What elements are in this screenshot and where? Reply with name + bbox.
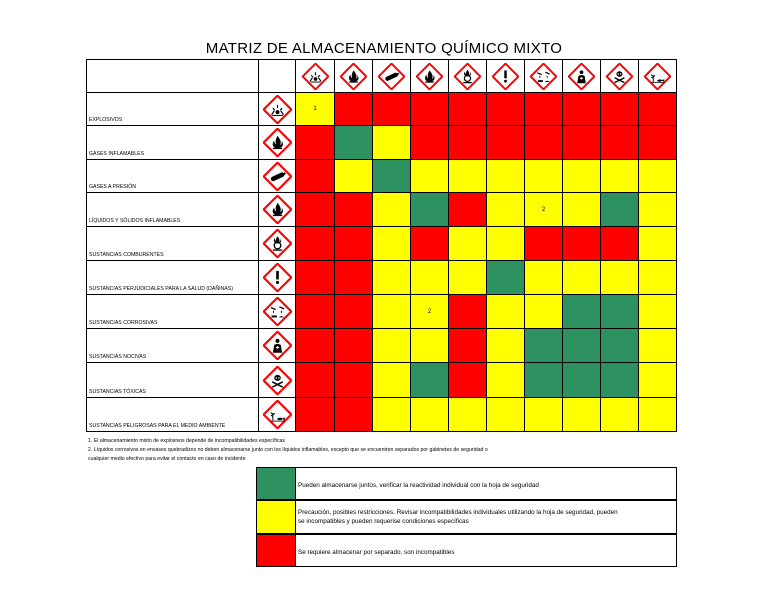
- legend-text-caution-1: Precaución, posibles restricciones. Revisar incompatibilidades individuales utilizando la hoja de seguridad, pueden: [298, 509, 618, 516]
- matrix-cell: [638, 362, 677, 398]
- legend-text-caution-2: se incompatibles y pueden requerise condiciones específicas: [298, 518, 469, 525]
- matrix-cell: [410, 328, 449, 363]
- matrix-cell: [638, 260, 677, 295]
- skull-crossbones-icon: [263, 366, 292, 395]
- explosive-icon: [263, 95, 292, 124]
- row-pictogram: [258, 192, 296, 227]
- matrix-cell: [448, 125, 487, 160]
- legend-text-incompatible: Se requiere almacenar por separado, son incompatibles: [298, 549, 455, 556]
- matrix-cell: [638, 192, 677, 227]
- matrix-cell: [295, 125, 335, 160]
- matrix-cell: [372, 260, 411, 295]
- row-pictogram: [258, 294, 296, 329]
- matrix-cell: [524, 226, 563, 261]
- matrix-cell: [562, 260, 601, 295]
- row-pictogram: [258, 397, 296, 432]
- matrix-cell: [562, 92, 601, 126]
- column-header-exclamation: [486, 59, 525, 93]
- row-label: [86, 362, 259, 398]
- column-header-explosive: [295, 59, 335, 93]
- matrix-cell: [410, 294, 449, 329]
- matrix-cell: [486, 260, 525, 295]
- environment-icon: [644, 63, 671, 90]
- row-label-text: GASES INFLAMABLES: [89, 151, 145, 157]
- legend-swatch-red: [257, 535, 296, 566]
- matrix-cell: [448, 226, 487, 261]
- footnote-2-continued: cualquier medio efectivo para evitar el contacto en caso de incidente: [88, 456, 246, 462]
- matrix-cell: [600, 260, 639, 295]
- matrix-cell: [295, 260, 335, 295]
- row-label-text: SUSTANCIAS PELIGROSAS PARA EL MEDIO AMBIENTE: [89, 423, 226, 429]
- matrix-cell: [524, 159, 563, 193]
- column-header-corrosive: [524, 59, 563, 93]
- row-pictogram: [258, 260, 296, 295]
- header-blank-label: [86, 59, 259, 93]
- matrix-cell: [486, 362, 525, 398]
- row-label: [86, 260, 259, 295]
- row-label-text: SUSTANCIAS TÓXICAS: [89, 389, 146, 395]
- footnotes: [88, 437, 488, 464]
- matrix-cell: [334, 92, 373, 126]
- matrix-cell: [562, 159, 601, 193]
- matrix-cell: [295, 92, 335, 126]
- matrix-cell: [448, 328, 487, 363]
- health-hazard-icon: [263, 331, 292, 360]
- matrix-cell: [524, 362, 563, 398]
- column-header-gas-cylinder: [372, 59, 411, 93]
- flammable-icon: [340, 63, 367, 90]
- matrix-cell: [524, 125, 563, 160]
- matrix-cell: [600, 125, 639, 160]
- row-pictogram: [258, 362, 296, 398]
- matrix-cell: [486, 226, 525, 261]
- oxidizer-icon: [263, 229, 292, 258]
- matrix-cell: [524, 328, 563, 363]
- matrix-cell: [524, 92, 563, 126]
- legend-text-compatible: Pueden almacenarse juntos, verificar la reactividad individual con la hoja de seguridad: [298, 482, 539, 489]
- matrix-cell: [334, 294, 373, 329]
- matrix-cell: [372, 294, 411, 329]
- matrix-cell: [562, 226, 601, 261]
- matrix-cell: [486, 125, 525, 160]
- matrix-cell: [638, 397, 677, 432]
- row-pictogram: [258, 159, 296, 193]
- matrix-cell: [638, 226, 677, 261]
- matrix-cell: [334, 362, 373, 398]
- legend-swatch-yellow: [257, 501, 296, 533]
- matrix-cell: [334, 397, 373, 432]
- matrix-cell: [524, 260, 563, 295]
- matrix-cell: [638, 294, 677, 329]
- matrix-cell: [448, 294, 487, 329]
- matrix-cell: [372, 328, 411, 363]
- matrix-cell: [372, 92, 411, 126]
- matrix-cell: [448, 362, 487, 398]
- matrix-cell: [372, 397, 411, 432]
- matrix-cell: [295, 226, 335, 261]
- matrix-cell: [600, 92, 639, 126]
- row-label: [86, 125, 259, 160]
- matrix-cell: [295, 397, 335, 432]
- corrosive-icon: [263, 297, 292, 326]
- column-header-flammable: [334, 59, 373, 93]
- row-label-text: EXPLOSIVOS: [89, 117, 123, 123]
- matrix-cell: [372, 159, 411, 193]
- matrix-cell: [372, 125, 411, 160]
- matrix-cell: [638, 92, 677, 126]
- gas-cylinder-icon: [263, 162, 292, 191]
- row-pictogram: [258, 226, 296, 261]
- row-pictogram: [258, 125, 296, 160]
- matrix-cell: [295, 159, 335, 193]
- matrix-cell: [562, 294, 601, 329]
- row-label-text: LÍQUIDOS Y SÓLIDOS INFLAMABLES: [89, 218, 181, 224]
- column-header-oxidizer: [448, 59, 487, 93]
- row-pictogram: [258, 328, 296, 363]
- row-label: [86, 294, 259, 329]
- matrix-cell: [372, 226, 411, 261]
- matrix-cell: [638, 125, 677, 160]
- matrix-cell: [448, 192, 487, 227]
- exclamation-icon: [263, 263, 292, 292]
- row-label-text: GASES A PRESIÓN: [89, 184, 136, 190]
- matrix-cell: [372, 362, 411, 398]
- matrix-cell: [334, 159, 373, 193]
- matrix-cell: [562, 397, 601, 432]
- matrix-cell: [486, 159, 525, 193]
- matrix-cell: [486, 92, 525, 126]
- matrix-cell: [295, 192, 335, 227]
- matrix-cell: [524, 192, 563, 227]
- cell-note: 2: [541, 206, 546, 213]
- matrix-cell: [600, 362, 639, 398]
- row-label: [86, 328, 259, 363]
- matrix-cell: [295, 328, 335, 363]
- legend-compatible: [256, 467, 677, 500]
- matrix-cell: [410, 260, 449, 295]
- explosive-icon: [302, 63, 329, 90]
- matrix-cell: [295, 294, 335, 329]
- row-label: [86, 192, 259, 227]
- row-label: [86, 159, 259, 193]
- matrix-cell: [524, 397, 563, 432]
- flammable-icon: [263, 128, 292, 157]
- row-label: [86, 397, 259, 432]
- cell-note: 2: [427, 308, 432, 315]
- matrix-cell: [410, 362, 449, 398]
- matrix-cell: [448, 260, 487, 295]
- matrix-cell: [486, 328, 525, 363]
- legend-incompatible: [256, 534, 677, 567]
- legend-caution: [256, 500, 677, 534]
- matrix-cell: [600, 328, 639, 363]
- flammable-icon: [263, 195, 292, 224]
- compatibility-matrix: [86, 59, 681, 432]
- matrix-cell: [486, 294, 525, 329]
- matrix-cell: [372, 192, 411, 227]
- environment-icon: [263, 400, 292, 429]
- column-header-environment: [638, 59, 677, 93]
- matrix-cell: [486, 192, 525, 227]
- matrix-cell: [410, 397, 449, 432]
- matrix-cell: [334, 260, 373, 295]
- matrix-cell: [600, 226, 639, 261]
- matrix-cell: [334, 192, 373, 227]
- matrix-cell: [600, 397, 639, 432]
- matrix-cell: [600, 192, 639, 227]
- matrix-cell: [486, 397, 525, 432]
- matrix-cell: [410, 192, 449, 227]
- matrix-cell: [524, 294, 563, 329]
- corrosive-icon: [530, 63, 557, 90]
- matrix-cell: [410, 92, 449, 126]
- legend-swatch-green: [257, 468, 296, 499]
- cell-note: 1: [313, 106, 317, 112]
- oxidizer-icon: [454, 63, 481, 90]
- row-label-text: SUSTANCIAS PERJUDICIALES PARA LA SALUD (DAÑINAS): [89, 286, 233, 292]
- matrix-cell: [638, 159, 677, 193]
- matrix-cell: [448, 159, 487, 193]
- matrix-cell: [334, 328, 373, 363]
- row-label-text: SUSTANCIAS NOCIVAS: [89, 354, 147, 360]
- header-blank-icon: [258, 59, 296, 93]
- matrix-cell: [448, 92, 487, 126]
- matrix-cell: [410, 159, 449, 193]
- matrix-cell: [448, 397, 487, 432]
- matrix-cell: [562, 125, 601, 160]
- column-header-health-hazard: [562, 59, 601, 93]
- row-label: [86, 92, 259, 126]
- matrix-cell: [562, 362, 601, 398]
- exclamation-icon: [492, 63, 519, 90]
- matrix-cell: [600, 294, 639, 329]
- column-header-skull-crossbones: [600, 59, 639, 93]
- matrix-cell: [600, 159, 639, 193]
- matrix-cell: [334, 125, 373, 160]
- footnote-2: 2. Líquidos corrosivos en envases quebradizos no deben almacenarse junto con los líquidos inflamables, excepto que se encuentren separados por gabinetes de seguridad o: [88, 447, 488, 453]
- matrix-cell: [295, 362, 335, 398]
- row-label: [86, 226, 259, 261]
- matrix-cell: [410, 226, 449, 261]
- row-pictogram: [258, 92, 296, 126]
- health-hazard-icon: [568, 63, 595, 90]
- skull-crossbones-icon: [606, 63, 633, 90]
- matrix-cell: [410, 125, 449, 160]
- matrix-cell: [638, 328, 677, 363]
- column-header-flammable: [410, 59, 449, 93]
- gas-cylinder-icon: [378, 63, 405, 90]
- matrix-cell: [334, 226, 373, 261]
- flammable-icon: [416, 63, 443, 90]
- row-label-text: SUSTANCIAS CORROSIVAS: [89, 320, 158, 326]
- page-title: MATRIZ DE ALMACENAMIENTO QUÍMICO MIXTO: [205, 40, 563, 57]
- matrix-cell: [562, 192, 601, 227]
- matrix-cell: [562, 328, 601, 363]
- row-label-text: SUSTANCIAS COMBURENTES: [89, 252, 164, 258]
- footnote-1: 1. El almacenamiento mixto de explosivos depende de incompatibilidades específicas: [88, 438, 285, 444]
